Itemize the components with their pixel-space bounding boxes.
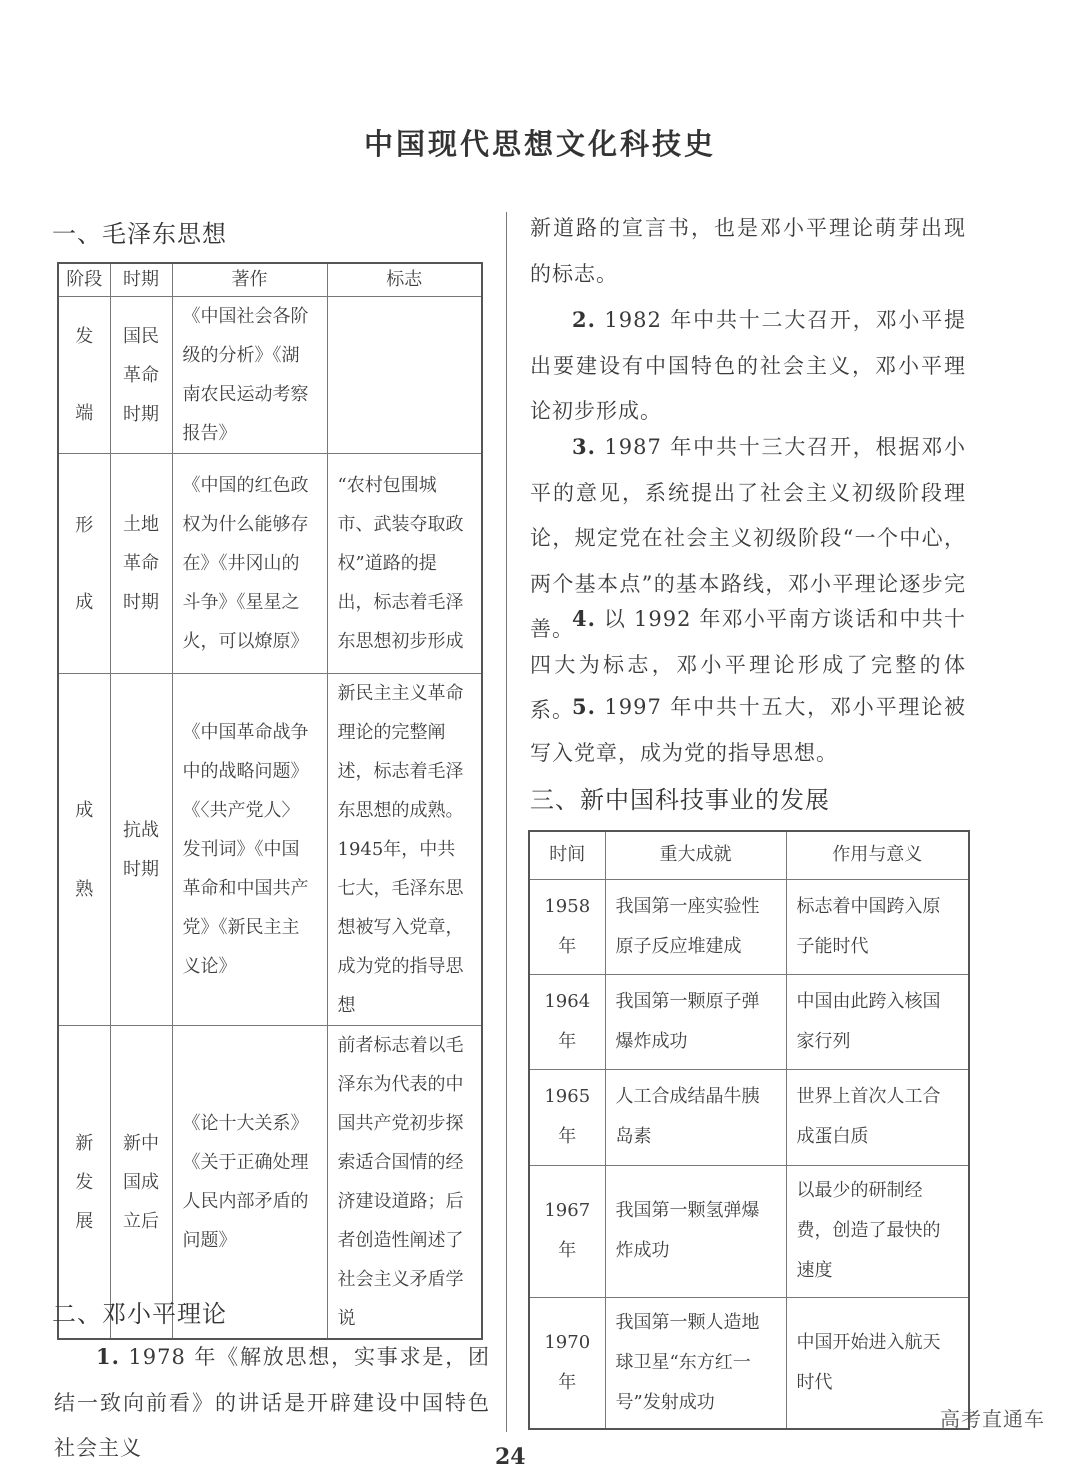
deng-item-5: 5. 1997 年中共十五大，邓小平理论被写入党章，成为党的指导思想。 bbox=[530, 694, 966, 765]
significance-cell bbox=[327, 297, 482, 454]
header-significance: 作用与意义 bbox=[786, 831, 969, 879]
period-cell: 抗战 时期 bbox=[110, 674, 172, 1026]
page-number: 24 bbox=[495, 1444, 526, 1470]
table-row bbox=[58, 297, 482, 454]
works-cell: 《中国社会各阶级的分析》《湖南农民运动考察报告》 bbox=[172, 297, 327, 454]
period-cell: 国民 革命 时期 bbox=[110, 297, 172, 454]
stage-cell: 发 端 bbox=[58, 297, 110, 454]
deng-item-1: 1. 1978 年《解放思想，实事求是，团结一致向前看》的讲话是开辟建设中国特色社会主义 bbox=[54, 1344, 490, 1460]
table-row bbox=[529, 1165, 969, 1297]
year-cell: 1964 年 bbox=[529, 974, 605, 1069]
works-cell: 《论十大关系》《关于正确处理人民内部矛盾的问题》 bbox=[172, 1026, 327, 1340]
page-title: 中国现代思想文化科技史 bbox=[363, 127, 716, 161]
table-row bbox=[58, 1026, 482, 1340]
significance-cell: 中国开始进入航天时代 bbox=[786, 1297, 969, 1429]
stage-cell: 新 发 展 bbox=[58, 1026, 110, 1340]
header-time: 时间 bbox=[529, 831, 605, 879]
significance-cell: 以最少的研制经费，创造了最快的速度 bbox=[786, 1165, 969, 1297]
deng-item-3: 3. 1987 年中共十三大召开，根据邓小平的意见，系统提出了社会主义初级阶段理论，规定党在社会主义初级阶段“一个中心，两个基本点”的基本路线，邓小平理论逐步完善。 bbox=[530, 434, 966, 641]
stage-cell: 形 成 bbox=[58, 454, 110, 674]
header-significance: 标志 bbox=[327, 263, 482, 297]
header-stage: 阶段 bbox=[58, 263, 110, 297]
science-tech-table bbox=[528, 830, 970, 1430]
header-works: 著作 bbox=[172, 263, 327, 297]
achievement-cell: 我国第一颗氢弹爆炸成功 bbox=[605, 1165, 786, 1297]
significance-cell: 中国由此跨入核国家行列 bbox=[786, 974, 969, 1069]
works-cell: 《中国的红色政权为什么能够存在》《井冈山的斗争》《星星之火，可以燎原》 bbox=[172, 454, 327, 674]
stage-cell: 成 熟 bbox=[58, 674, 110, 1026]
column-divider bbox=[506, 212, 507, 1432]
mao-thought-table bbox=[57, 262, 483, 1340]
period-cell: 土地 革命 时期 bbox=[110, 454, 172, 674]
section-heading-science-tech: 三、新中国科技事业的发展 bbox=[530, 786, 830, 814]
table-header-row bbox=[58, 263, 482, 297]
year-cell: 1965 年 bbox=[529, 1069, 605, 1165]
section-heading-deng-theory: 二、邓小平理论 bbox=[52, 1300, 227, 1328]
table-row bbox=[529, 1069, 969, 1165]
period-cell: 新中 国成 立后 bbox=[110, 1026, 172, 1340]
header-period: 时期 bbox=[110, 263, 172, 297]
achievement-cell: 人工合成结晶牛胰岛素 bbox=[605, 1069, 786, 1165]
table-row bbox=[58, 454, 482, 674]
table-row bbox=[58, 674, 482, 1026]
year-cell: 1970 年 bbox=[529, 1297, 605, 1429]
table-header-row bbox=[529, 831, 969, 879]
works-cell: 《中国革命战争中的战略问题》《〈共产党人〉发刊词》《中国革命和中国共产党》《新民主主义论》 bbox=[172, 674, 327, 1026]
significance-cell: 世界上首次人工合成蛋白质 bbox=[786, 1069, 969, 1165]
achievement-cell: 我国第一颗人造地球卫星“东方红一号”发射成功 bbox=[605, 1297, 786, 1429]
table-row bbox=[529, 879, 969, 974]
deng-item-2: 2. 1982 年中共十二大召开，邓小平提出要建设有中国特色的社会主义，邓小平理论初步形成。 bbox=[530, 307, 966, 423]
deng-item-4: 4. 以 1992 年邓小平南方谈话和中共十四大为标志，邓小平理论形成了完整的体系。 bbox=[530, 606, 966, 722]
year-cell: 1967 年 bbox=[529, 1165, 605, 1297]
watermark: 高考直通车 bbox=[940, 1407, 1045, 1431]
significance-cell: 新民主主义革命理论的完整阐述，标志着毛泽东思想的成熟。1945年，中共七大，毛泽东思想被写入党章，成为党的指导思想 bbox=[327, 674, 482, 1026]
achievement-cell: 我国第一座实验性原子反应堆建成 bbox=[605, 879, 786, 974]
significance-cell: 标志着中国跨入原子能时代 bbox=[786, 879, 969, 974]
significance-cell: “农村包围城市、武装夺取政权”道路的提出，标志着毛泽东思想初步形成 bbox=[327, 454, 482, 674]
table-row bbox=[529, 974, 969, 1069]
significance-cell: 前者标志着以毛泽东为代表的中国共产党初步探索适合国情的经济建设道路；后者创造性阐述了社会主义矛盾学说 bbox=[327, 1026, 482, 1340]
header-achievement: 重大成就 bbox=[605, 831, 786, 879]
deng-item-1-continued: 新道路的宣言书，也是邓小平理论萌芽出现的标志。 bbox=[530, 216, 966, 286]
table-row bbox=[529, 1297, 969, 1429]
year-cell: 1958 年 bbox=[529, 879, 605, 974]
section-heading-mao-thought: 一、毛泽东思想 bbox=[52, 220, 227, 248]
achievement-cell: 我国第一颗原子弹爆炸成功 bbox=[605, 974, 786, 1069]
